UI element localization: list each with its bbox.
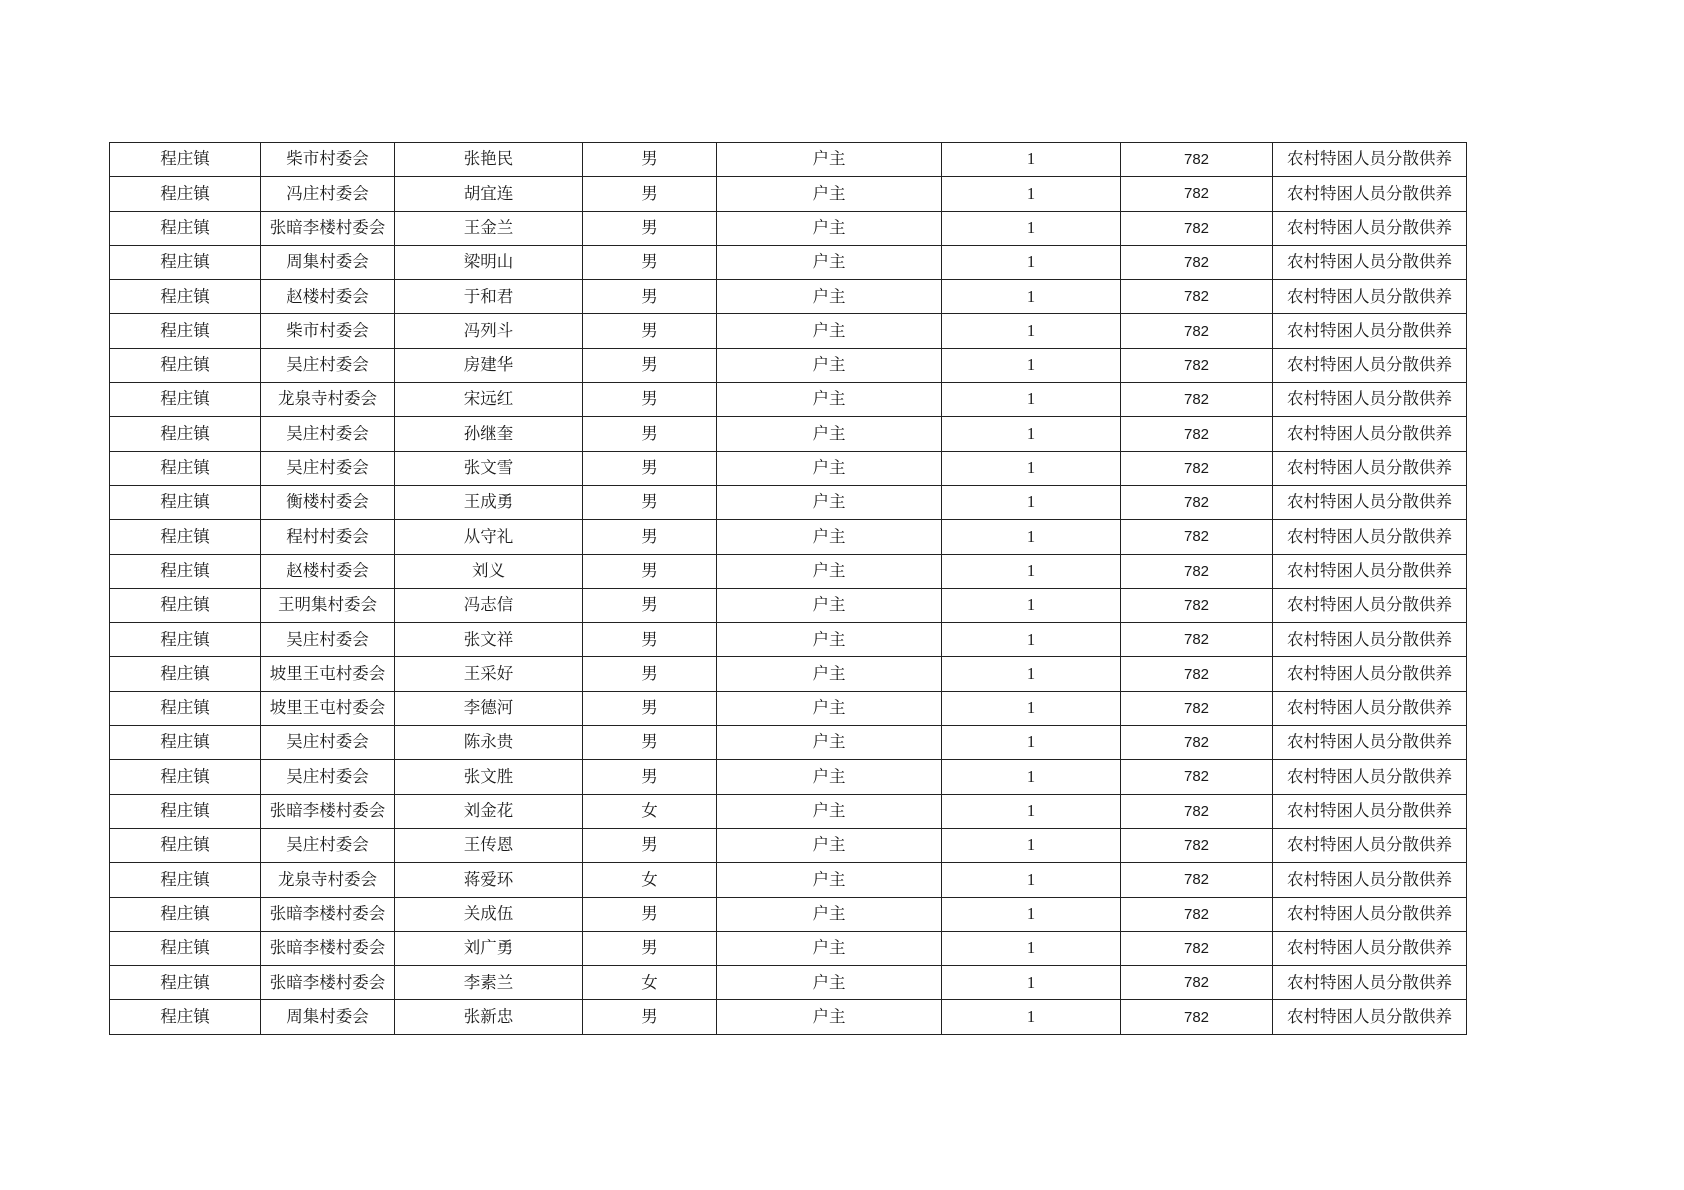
household-size-cell: 1 <box>942 1000 1121 1034</box>
relation-cell: 户主 <box>717 451 942 485</box>
household-size-cell: 1 <box>942 417 1121 451</box>
table-row <box>110 828 1467 862</box>
support-type-cell: 农村特困人员分散供养 <box>1273 485 1467 519</box>
support-type-cell: 农村特困人员分散供养 <box>1273 314 1467 348</box>
household-size-cell: 1 <box>942 348 1121 382</box>
name-cell: 从守礼 <box>395 520 583 554</box>
name-cell: 刘义 <box>395 554 583 588</box>
village-cell: 张暗李楼村委会 <box>261 211 395 245</box>
town-cell: 程庄镇 <box>110 485 261 519</box>
village-cell: 吴庄村委会 <box>261 760 395 794</box>
household-size-cell: 1 <box>942 383 1121 417</box>
table-row <box>110 966 1467 1000</box>
table-row <box>110 691 1467 725</box>
household-size-cell: 1 <box>942 794 1121 828</box>
support-type-cell: 农村特困人员分散供养 <box>1273 863 1467 897</box>
gender-cell: 男 <box>583 1000 717 1034</box>
relation-cell: 户主 <box>717 966 942 1000</box>
town-cell: 程庄镇 <box>110 726 261 760</box>
relation-cell: 户主 <box>717 417 942 451</box>
household-size-cell: 1 <box>942 588 1121 622</box>
gender-cell: 男 <box>583 657 717 691</box>
amount-cell: 782 <box>1121 348 1273 382</box>
relation-cell: 户主 <box>717 726 942 760</box>
village-cell: 赵楼村委会 <box>261 280 395 314</box>
household-size-cell: 1 <box>942 863 1121 897</box>
table-row <box>110 211 1467 245</box>
table-row <box>110 1000 1467 1034</box>
village-cell: 赵楼村委会 <box>261 554 395 588</box>
gender-cell: 女 <box>583 794 717 828</box>
village-cell: 柴市村委会 <box>261 143 395 177</box>
name-cell: 房建华 <box>395 348 583 382</box>
name-cell: 陈永贵 <box>395 726 583 760</box>
name-cell: 于和君 <box>395 280 583 314</box>
town-cell: 程庄镇 <box>110 280 261 314</box>
table-row <box>110 314 1467 348</box>
town-cell: 程庄镇 <box>110 383 261 417</box>
relation-cell: 户主 <box>717 760 942 794</box>
gender-cell: 男 <box>583 726 717 760</box>
town-cell: 程庄镇 <box>110 143 261 177</box>
town-cell: 程庄镇 <box>110 691 261 725</box>
support-type-cell: 农村特困人员分散供养 <box>1273 897 1467 931</box>
gender-cell: 女 <box>583 863 717 897</box>
support-type-cell: 农村特困人员分散供养 <box>1273 211 1467 245</box>
gender-cell: 男 <box>583 314 717 348</box>
table-row <box>110 897 1467 931</box>
household-size-cell: 1 <box>942 691 1121 725</box>
town-cell: 程庄镇 <box>110 897 261 931</box>
name-cell: 孙继奎 <box>395 417 583 451</box>
name-cell: 王成勇 <box>395 485 583 519</box>
town-cell: 程庄镇 <box>110 211 261 245</box>
relation-cell: 户主 <box>717 383 942 417</box>
table-row <box>110 280 1467 314</box>
amount-cell: 782 <box>1121 485 1273 519</box>
household-size-cell: 1 <box>942 177 1121 211</box>
support-type-cell: 农村特困人员分散供养 <box>1273 828 1467 862</box>
village-cell: 龙泉寺村委会 <box>261 383 395 417</box>
relation-cell: 户主 <box>717 280 942 314</box>
village-cell: 张暗李楼村委会 <box>261 966 395 1000</box>
household-size-cell: 1 <box>942 314 1121 348</box>
table-row <box>110 245 1467 279</box>
name-cell: 张新忠 <box>395 1000 583 1034</box>
name-cell: 王采好 <box>395 657 583 691</box>
relation-cell: 户主 <box>717 691 942 725</box>
gender-cell: 男 <box>583 760 717 794</box>
household-size-cell: 1 <box>942 760 1121 794</box>
table-row <box>110 485 1467 519</box>
name-cell: 冯列斗 <box>395 314 583 348</box>
village-cell: 吴庄村委会 <box>261 623 395 657</box>
village-cell: 吴庄村委会 <box>261 726 395 760</box>
support-type-cell: 农村特困人员分散供养 <box>1273 143 1467 177</box>
relation-cell: 户主 <box>717 485 942 519</box>
town-cell: 程庄镇 <box>110 863 261 897</box>
amount-cell: 782 <box>1121 931 1273 965</box>
amount-cell: 782 <box>1121 417 1273 451</box>
name-cell: 刘广勇 <box>395 931 583 965</box>
amount-cell: 782 <box>1121 828 1273 862</box>
gender-cell: 男 <box>583 280 717 314</box>
support-type-cell: 农村特困人员分散供养 <box>1273 417 1467 451</box>
town-cell: 程庄镇 <box>110 588 261 622</box>
support-type-cell: 农村特困人员分散供养 <box>1273 520 1467 554</box>
gender-cell: 男 <box>583 417 717 451</box>
town-cell: 程庄镇 <box>110 828 261 862</box>
town-cell: 程庄镇 <box>110 966 261 1000</box>
amount-cell: 782 <box>1121 794 1273 828</box>
household-size-cell: 1 <box>942 211 1121 245</box>
name-cell: 梁明山 <box>395 245 583 279</box>
table-row <box>110 348 1467 382</box>
village-cell: 吴庄村委会 <box>261 417 395 451</box>
village-cell: 柴市村委会 <box>261 314 395 348</box>
gender-cell: 男 <box>583 177 717 211</box>
relation-cell: 户主 <box>717 897 942 931</box>
town-cell: 程庄镇 <box>110 314 261 348</box>
village-cell: 张暗李楼村委会 <box>261 931 395 965</box>
name-cell: 刘金花 <box>395 794 583 828</box>
village-cell: 周集村委会 <box>261 1000 395 1034</box>
town-cell: 程庄镇 <box>110 1000 261 1034</box>
relation-cell: 户主 <box>717 588 942 622</box>
name-cell: 宋远红 <box>395 383 583 417</box>
town-cell: 程庄镇 <box>110 623 261 657</box>
gender-cell: 男 <box>583 348 717 382</box>
table-row <box>110 794 1467 828</box>
relation-cell: 户主 <box>717 177 942 211</box>
amount-cell: 782 <box>1121 1000 1273 1034</box>
name-cell: 张艳民 <box>395 143 583 177</box>
support-type-cell: 农村特困人员分散供养 <box>1273 383 1467 417</box>
gender-cell: 男 <box>583 451 717 485</box>
table-row <box>110 863 1467 897</box>
village-cell: 周集村委会 <box>261 245 395 279</box>
household-size-cell: 1 <box>942 931 1121 965</box>
table-row <box>110 726 1467 760</box>
table-row <box>110 177 1467 211</box>
name-cell: 王金兰 <box>395 211 583 245</box>
table-row <box>110 623 1467 657</box>
relation-cell: 户主 <box>717 245 942 279</box>
village-cell: 冯庄村委会 <box>261 177 395 211</box>
table-row <box>110 588 1467 622</box>
town-cell: 程庄镇 <box>110 554 261 588</box>
household-size-cell: 1 <box>942 657 1121 691</box>
amount-cell: 782 <box>1121 245 1273 279</box>
table-row <box>110 451 1467 485</box>
household-size-cell: 1 <box>942 485 1121 519</box>
support-type-cell: 农村特困人员分散供养 <box>1273 726 1467 760</box>
household-size-cell: 1 <box>942 966 1121 1000</box>
village-cell: 吴庄村委会 <box>261 451 395 485</box>
household-size-cell: 1 <box>942 280 1121 314</box>
table-row <box>110 554 1467 588</box>
household-size-cell: 1 <box>942 828 1121 862</box>
household-size-cell: 1 <box>942 245 1121 279</box>
amount-cell: 782 <box>1121 554 1273 588</box>
relation-cell: 户主 <box>717 794 942 828</box>
support-type-cell: 农村特困人员分散供养 <box>1273 348 1467 382</box>
gender-cell: 男 <box>583 245 717 279</box>
household-size-cell: 1 <box>942 451 1121 485</box>
name-cell: 李素兰 <box>395 966 583 1000</box>
table-row <box>110 143 1467 177</box>
household-size-cell: 1 <box>942 623 1121 657</box>
amount-cell: 782 <box>1121 657 1273 691</box>
village-cell: 坡里王屯村委会 <box>261 657 395 691</box>
amount-cell: 782 <box>1121 726 1273 760</box>
support-type-cell: 农村特困人员分散供养 <box>1273 554 1467 588</box>
village-cell: 坡里王屯村委会 <box>261 691 395 725</box>
table-row <box>110 657 1467 691</box>
village-cell: 吴庄村委会 <box>261 828 395 862</box>
gender-cell: 男 <box>583 143 717 177</box>
household-size-cell: 1 <box>942 520 1121 554</box>
support-type-cell: 农村特困人员分散供养 <box>1273 177 1467 211</box>
gender-cell: 男 <box>583 691 717 725</box>
gender-cell: 男 <box>583 623 717 657</box>
name-cell: 蒋爱环 <box>395 863 583 897</box>
relation-cell: 户主 <box>717 1000 942 1034</box>
relation-cell: 户主 <box>717 143 942 177</box>
table-row <box>110 383 1467 417</box>
town-cell: 程庄镇 <box>110 794 261 828</box>
town-cell: 程庄镇 <box>110 520 261 554</box>
amount-cell: 782 <box>1121 760 1273 794</box>
household-size-cell: 1 <box>942 726 1121 760</box>
support-type-cell: 农村特困人员分散供养 <box>1273 1000 1467 1034</box>
gender-cell: 男 <box>583 485 717 519</box>
table-row <box>110 931 1467 965</box>
gender-cell: 男 <box>583 588 717 622</box>
town-cell: 程庄镇 <box>110 760 261 794</box>
village-cell: 龙泉寺村委会 <box>261 863 395 897</box>
support-type-cell: 农村特困人员分散供养 <box>1273 623 1467 657</box>
amount-cell: 782 <box>1121 143 1273 177</box>
table-row <box>110 417 1467 451</box>
town-cell: 程庄镇 <box>110 451 261 485</box>
support-type-cell: 农村特困人员分散供养 <box>1273 451 1467 485</box>
gender-cell: 男 <box>583 828 717 862</box>
gender-cell: 女 <box>583 966 717 1000</box>
relation-cell: 户主 <box>717 348 942 382</box>
support-type-cell: 农村特困人员分散供养 <box>1273 760 1467 794</box>
village-cell: 张暗李楼村委会 <box>261 794 395 828</box>
name-cell: 王传恩 <box>395 828 583 862</box>
amount-cell: 782 <box>1121 691 1273 725</box>
name-cell: 胡宜连 <box>395 177 583 211</box>
amount-cell: 782 <box>1121 897 1273 931</box>
town-cell: 程庄镇 <box>110 245 261 279</box>
village-cell: 张暗李楼村委会 <box>261 897 395 931</box>
gender-cell: 男 <box>583 211 717 245</box>
support-type-cell: 农村特困人员分散供养 <box>1273 794 1467 828</box>
relation-cell: 户主 <box>717 623 942 657</box>
support-type-cell: 农村特困人员分散供养 <box>1273 931 1467 965</box>
gender-cell: 男 <box>583 931 717 965</box>
town-cell: 程庄镇 <box>110 177 261 211</box>
amount-cell: 782 <box>1121 588 1273 622</box>
gender-cell: 男 <box>583 383 717 417</box>
amount-cell: 782 <box>1121 383 1273 417</box>
household-size-cell: 1 <box>942 143 1121 177</box>
relation-cell: 户主 <box>717 520 942 554</box>
name-cell: 张文胜 <box>395 760 583 794</box>
household-size-cell: 1 <box>942 897 1121 931</box>
amount-cell: 782 <box>1121 520 1273 554</box>
relation-cell: 户主 <box>717 863 942 897</box>
amount-cell: 782 <box>1121 863 1273 897</box>
name-cell: 冯志信 <box>395 588 583 622</box>
town-cell: 程庄镇 <box>110 348 261 382</box>
amount-cell: 782 <box>1121 280 1273 314</box>
relation-cell: 户主 <box>717 931 942 965</box>
support-type-cell: 农村特困人员分散供养 <box>1273 588 1467 622</box>
village-cell: 程村村委会 <box>261 520 395 554</box>
gender-cell: 男 <box>583 554 717 588</box>
town-cell: 程庄镇 <box>110 657 261 691</box>
support-type-cell: 农村特困人员分散供养 <box>1273 966 1467 1000</box>
village-cell: 王明集村委会 <box>261 588 395 622</box>
support-type-cell: 农村特困人员分散供养 <box>1273 280 1467 314</box>
relation-cell: 户主 <box>717 828 942 862</box>
table-row <box>110 520 1467 554</box>
household-size-cell: 1 <box>942 554 1121 588</box>
village-cell: 衡楼村委会 <box>261 485 395 519</box>
name-cell: 张文祥 <box>395 623 583 657</box>
amount-cell: 782 <box>1121 211 1273 245</box>
gender-cell: 男 <box>583 520 717 554</box>
relation-cell: 户主 <box>717 211 942 245</box>
support-type-cell: 农村特困人员分散供养 <box>1273 657 1467 691</box>
amount-cell: 782 <box>1121 451 1273 485</box>
amount-cell: 782 <box>1121 966 1273 1000</box>
village-cell: 吴庄村委会 <box>261 348 395 382</box>
support-type-cell: 农村特困人员分散供养 <box>1273 245 1467 279</box>
town-cell: 程庄镇 <box>110 931 261 965</box>
table-row <box>110 760 1467 794</box>
relation-cell: 户主 <box>717 657 942 691</box>
amount-cell: 782 <box>1121 623 1273 657</box>
name-cell: 关成伍 <box>395 897 583 931</box>
gender-cell: 男 <box>583 897 717 931</box>
amount-cell: 782 <box>1121 177 1273 211</box>
town-cell: 程庄镇 <box>110 417 261 451</box>
relation-cell: 户主 <box>717 554 942 588</box>
relief-roster-table <box>109 142 1467 1035</box>
amount-cell: 782 <box>1121 314 1273 348</box>
relation-cell: 户主 <box>717 314 942 348</box>
support-type-cell: 农村特困人员分散供养 <box>1273 691 1467 725</box>
name-cell: 张文雪 <box>395 451 583 485</box>
table-body <box>110 143 1467 1035</box>
name-cell: 李德河 <box>395 691 583 725</box>
